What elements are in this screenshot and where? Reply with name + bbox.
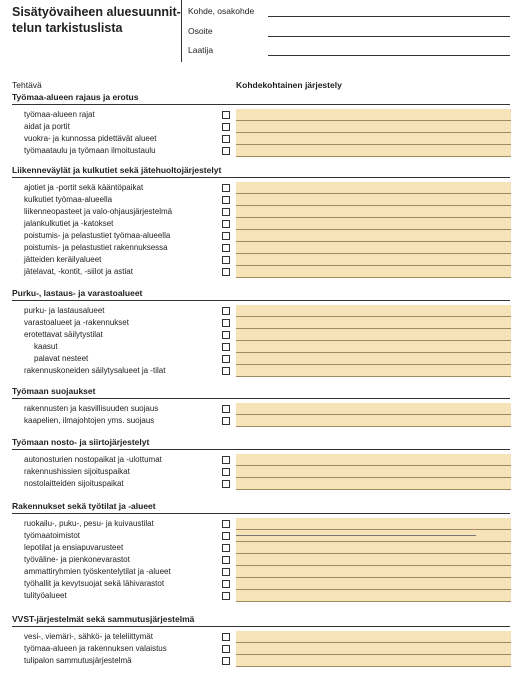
checklist-item-label: jätelavat, -kontit, -siilot ja astiat (24, 267, 133, 276)
section-title: Liikenneväylät ja kulkutiet sekä jätehuoltojärjestelyt (12, 165, 222, 175)
checklist-item-label: lepotilat ja ensiapuvarusteet (24, 543, 124, 552)
arrangement-field[interactable] (236, 206, 511, 218)
section-rule (12, 177, 510, 178)
title-line-1: Sisätyövaiheen aluesuunnit- (12, 5, 181, 19)
arrangement-field[interactable] (236, 133, 511, 145)
section-title: Työmaan suojaukset (12, 386, 96, 396)
checklist-item-label: poistumis- ja pelastustiet työmaa-alueella (24, 231, 171, 240)
checkbox[interactable] (222, 633, 230, 641)
checkbox[interactable] (222, 568, 230, 576)
column-header-task: Tehtävä (12, 80, 42, 90)
checklist-item-label: ruokailu-, puku-, pesu- ja kuivaustilat (24, 519, 154, 528)
checklist-item-label: jalankulkutiet ja -katokset (24, 219, 114, 228)
checklist-row (0, 145, 520, 157)
section-rule (12, 449, 510, 450)
checklist-row (0, 121, 520, 133)
checklist-item-label: tulityöalueet (24, 591, 67, 600)
checkbox[interactable] (222, 135, 230, 143)
osoite-field[interactable] (268, 36, 510, 37)
checklist-row (0, 254, 520, 266)
arrangement-field[interactable] (236, 317, 511, 329)
checkbox[interactable] (222, 331, 230, 339)
checklist-item-label: työmaa-alueen ja rakennuksen valaistus (24, 644, 167, 653)
arrangement-field[interactable] (236, 566, 511, 578)
section-title: Työmaa-alueen rajaus ja erotus (12, 92, 139, 102)
arrangement-field[interactable] (236, 266, 511, 278)
checklist-row (0, 578, 520, 590)
checkbox[interactable] (222, 367, 230, 375)
checklist-row (0, 329, 520, 341)
checklist-row (0, 182, 520, 194)
checklist-item-label: purku- ja lastausalueet (24, 306, 105, 315)
checklist-item-label: kaapelien, ilmajohtojen yms. suojaus (24, 416, 155, 425)
checklist-item-label: työväline- ja pienkonevarastot (24, 555, 130, 564)
arrangement-field[interactable] (236, 631, 511, 643)
checklist-row (0, 415, 520, 427)
checkbox[interactable] (222, 592, 230, 600)
section-rule (12, 626, 510, 627)
checkbox[interactable] (222, 307, 230, 315)
checkbox[interactable] (222, 544, 230, 552)
arrangement-field[interactable] (236, 230, 511, 242)
checklist-row (0, 266, 520, 278)
checklist-item-label: rakennuskoneiden säilytysalueet ja -tilat (24, 366, 166, 375)
arrangement-field[interactable] (236, 542, 511, 554)
checklist-row (0, 353, 520, 365)
laatija-label: Laatija (188, 45, 214, 55)
checklist-item-label: rakennushissien sijoituspaikat (24, 467, 130, 476)
arrangement-field[interactable] (236, 353, 511, 365)
kohde-label: Kohde, osakohde (188, 6, 255, 16)
checklist-item-label: työhallit ja kevytsuojat sekä lähivarastot (24, 579, 165, 588)
checkbox[interactable] (222, 456, 230, 464)
checklist-row (0, 133, 520, 145)
section-title: VVST-järjestelmät sekä sammutusjärjestelmä (12, 614, 195, 624)
checklist-item-label: liikenneopasteet ja valo-ohjausjärjestelmä (24, 207, 173, 216)
section-title: Työmaan nosto- ja siirtojärjestelyt (12, 437, 150, 447)
checklist-row (0, 218, 520, 230)
checkbox[interactable] (222, 417, 230, 425)
checklist-item-label: työmaa-alueen rajat (24, 110, 95, 119)
section-rule (12, 513, 510, 514)
arrangement-field[interactable] (236, 554, 511, 566)
checklist-row (0, 242, 520, 254)
checkbox[interactable] (222, 208, 230, 216)
checkbox[interactable] (222, 532, 230, 540)
arrangement-field[interactable] (236, 254, 511, 266)
checklist-row (0, 554, 520, 566)
checkbox[interactable] (222, 520, 230, 528)
checklist-row (0, 466, 520, 478)
checklist-item-label: rakennusten ja kasvillisuuden suojaus (24, 404, 159, 413)
arrangement-field[interactable] (236, 466, 511, 478)
arrangement-field[interactable] (236, 655, 511, 667)
page-title (12, 4, 187, 36)
checklist-row (0, 109, 520, 121)
arrangement-field[interactable] (236, 305, 511, 317)
arrangement-field[interactable] (236, 365, 511, 377)
checklist-row (0, 305, 520, 317)
field-guide-line (236, 535, 476, 536)
checkbox[interactable] (222, 480, 230, 488)
checklist-item-label: ajotiet ja -portit sekä kääntöpaikat (24, 183, 144, 192)
checklist-item-label: palavat nesteet (34, 354, 89, 363)
checklist-row (0, 590, 520, 602)
section-title: Rakennukset sekä työtilat ja -alueet (12, 501, 156, 511)
checklist-row (0, 403, 520, 415)
checkbox[interactable] (222, 468, 230, 476)
checklist-item-label: kulkutiet työmaa-alueella (24, 195, 113, 204)
section-rule (12, 104, 510, 105)
checklist-row (0, 341, 520, 353)
arrangement-field[interactable] (236, 109, 511, 121)
checklist-item-label: jätteiden keräilyalueet (24, 255, 102, 264)
checklist-item-label: erotettavat säilytystilat (24, 330, 103, 339)
arrangement-field[interactable] (236, 341, 511, 353)
arrangement-field[interactable] (236, 145, 511, 157)
checklist-row (0, 317, 520, 329)
checklist-row (0, 655, 520, 667)
checklist-item-label: varastoalueet ja -rakennukset (24, 318, 129, 327)
osoite-label: Osoite (188, 26, 213, 36)
checklist-item-label: työmaatoimistot (24, 531, 81, 540)
checkbox[interactable] (222, 147, 230, 155)
checklist-row (0, 643, 520, 655)
arrangement-field[interactable] (236, 403, 511, 415)
checklist-row (0, 194, 520, 206)
checklist-item-label: työmaataulu ja työmaan ilmoitustaulu (24, 146, 156, 155)
checkbox[interactable] (222, 256, 230, 264)
checkbox[interactable] (222, 405, 230, 413)
arrangement-field[interactable] (236, 194, 511, 206)
kohde-field[interactable] (268, 16, 510, 17)
checklist-row (0, 518, 520, 530)
checklist-row (0, 478, 520, 490)
checkbox[interactable] (222, 111, 230, 119)
arrangement-field[interactable] (236, 242, 511, 254)
checkbox[interactable] (222, 343, 230, 351)
arrangement-field[interactable] (236, 530, 511, 542)
arrangement-field[interactable] (236, 182, 511, 194)
checkbox[interactable] (222, 232, 230, 240)
arrangement-field[interactable] (236, 121, 511, 133)
column-header-arrangement: Kohdekohtainen järjestely (236, 80, 342, 90)
checklist-row (0, 230, 520, 242)
header-divider (181, 0, 182, 62)
arrangement-field[interactable] (236, 415, 511, 427)
arrangement-field[interactable] (236, 518, 511, 530)
checklist-item-label: kaasut (34, 342, 58, 351)
checkbox[interactable] (222, 123, 230, 131)
checkbox[interactable] (222, 268, 230, 276)
checkbox[interactable] (222, 319, 230, 327)
checklist-row (0, 631, 520, 643)
checklist-item-label: poistumis- ja pelastustiet rakennuksessa (24, 243, 168, 252)
checkbox[interactable] (222, 580, 230, 588)
arrangement-field[interactable] (236, 218, 511, 230)
checklist-row (0, 530, 520, 542)
section-rule (12, 300, 510, 301)
arrangement-field[interactable] (236, 454, 511, 466)
checklist-row (0, 454, 520, 466)
checkbox[interactable] (222, 355, 230, 363)
arrangement-field[interactable] (236, 643, 511, 655)
title-line-2: telun tarkistuslista (12, 21, 123, 35)
checklist-item-label: tulipalon sammutusjärjestelmä (24, 656, 132, 665)
checkbox[interactable] (222, 196, 230, 204)
checklist-row (0, 566, 520, 578)
checkbox[interactable] (222, 556, 230, 564)
checkbox[interactable] (222, 220, 230, 228)
checklist-item-label: vuokra- ja kunnossa pidettävät alueet (24, 134, 157, 143)
arrangement-field[interactable] (236, 329, 511, 341)
checklist-item-label: autonosturien nostopaikat ja -ulottumat (24, 455, 162, 464)
section-rule (12, 398, 510, 399)
checklist-row (0, 365, 520, 377)
checkbox[interactable] (222, 244, 230, 252)
checklist-item-label: ammattiryhmien työskentelytilat ja -alueet (24, 567, 171, 576)
checklist-row (0, 206, 520, 218)
arrangement-field[interactable] (236, 478, 511, 490)
arrangement-field[interactable] (236, 578, 511, 590)
checkbox[interactable] (222, 645, 230, 653)
section-title: Purku-, lastaus- ja varastoalueet (12, 288, 143, 298)
checklist-item-label: nostolaitteiden sijoituspaikat (24, 479, 124, 488)
checklist-item-label: vesi-, viemäri-, sähkö- ja teleliittymät (24, 632, 153, 641)
checklist-item-label: aidat ja portit (24, 122, 70, 131)
arrangement-field[interactable] (236, 590, 511, 602)
checkbox[interactable] (222, 184, 230, 192)
checkbox[interactable] (222, 657, 230, 665)
laatija-field[interactable] (268, 55, 510, 56)
checklist-row (0, 542, 520, 554)
